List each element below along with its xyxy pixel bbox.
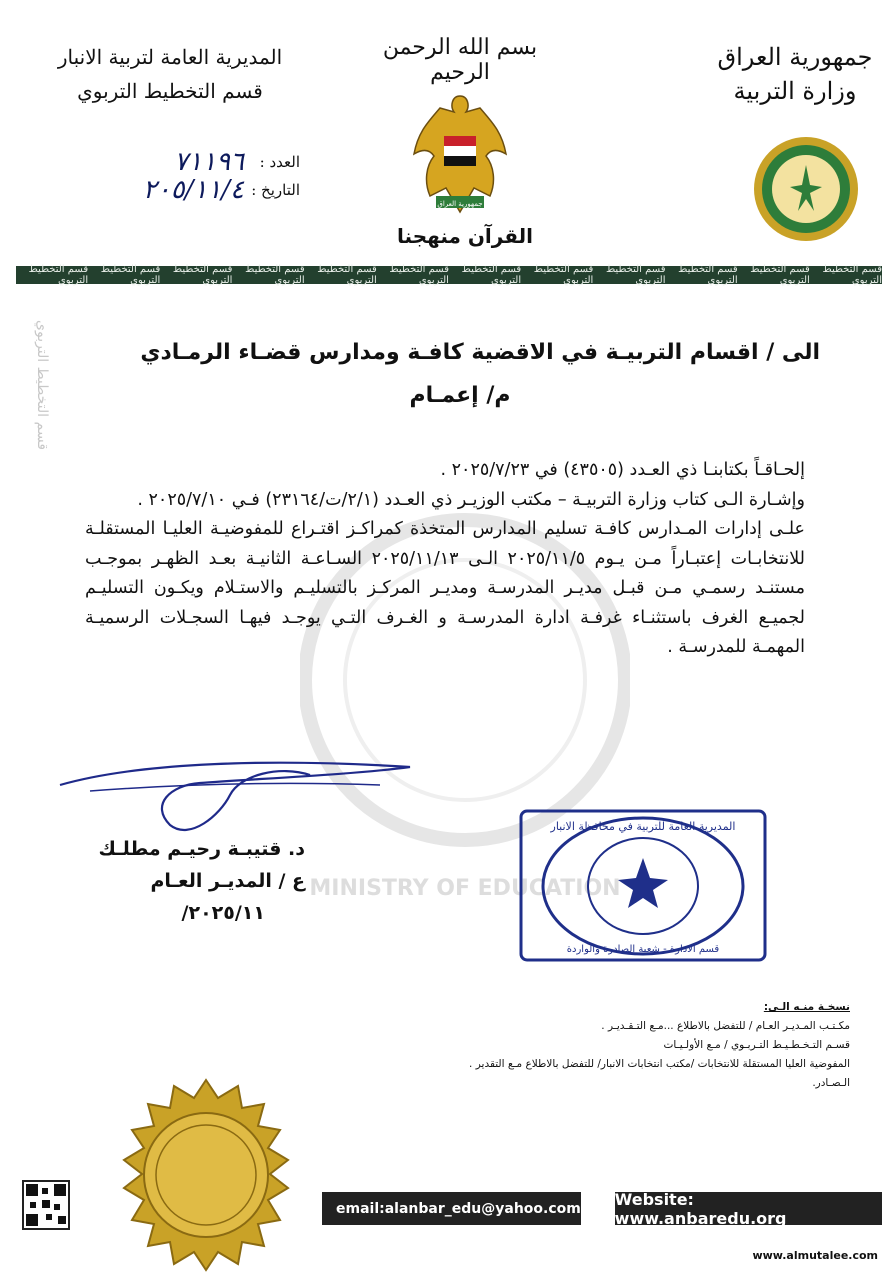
official-stamp-icon — [518, 808, 768, 963]
eagle-emblem-icon — [410, 92, 510, 222]
header-left — [40, 40, 300, 108]
footer-website[interactable]: Website: www.anbaredu.org — [614, 1189, 787, 1228]
gold-seal-icon — [108, 1078, 304, 1274]
addressee-line: الى / اقسام التربيـة في الاقضية كافـة ومدارس قضـاء الرمـادي — [140, 340, 820, 365]
header-right — [710, 40, 880, 108]
stamp-top-text: المديرية العامة للتربية في محافظة الانبار — [550, 820, 736, 833]
footer-bar — [322, 1189, 882, 1228]
signatory-title: ع / المديـر العـام — [150, 870, 305, 892]
motto: القرآن منهجنا — [397, 224, 533, 248]
handwritten-signature — [50, 745, 430, 845]
site-credit[interactable]: www.almutalee.com — [752, 1249, 878, 1262]
side-watermark: قسم التخطيط التربوي — [34, 320, 50, 451]
watermark-text: MINISTRY OF EDUCATION — [309, 876, 621, 901]
header-band: قسم التخطيط التربوي قسم التخطيط التربوي قسم التخطيط التربوي قسم التخطيط التربوي قسم التخطيط التربوي قسم التخطيط التربوي قسم التخطيط التربوي قسم التخطيط التربوي قسم التخطيط التربوي قسم التخطيط التربوي قسم التخطيط التربوي قسم التخطيط التربوي — [16, 266, 882, 284]
copy-item: الـصـادر. — [812, 1077, 850, 1089]
copy-item: المفوضية العليا المستقلة للانتخابات /مكتب انتخابات الانبار/ للتفضل بالاطلاع مـع التقدير . — [469, 1058, 850, 1070]
qr-code-icon — [22, 1180, 70, 1230]
basmala: بسم الله الرحمن الرحيم — [382, 35, 538, 85]
date-value: ٢٠٥/١١/٤ — [142, 175, 244, 205]
country-name: جمهورية العراق — [717, 43, 873, 71]
department-name: قسم التخطيط التربوي — [77, 79, 263, 103]
signature-block — [75, 833, 305, 929]
number-value: ٧١١٩٦ — [174, 147, 244, 177]
copy-item: مكـتـب المـديـر العـام / للتفضل بالاطلاع ...مـع التـقـديـر . — [601, 1020, 850, 1032]
letter-body — [85, 456, 805, 663]
footer-email[interactable]: email:alanbar_edu@yahoo.com — [336, 1200, 581, 1217]
ministry-seal-icon — [752, 135, 860, 243]
copies-list — [330, 998, 850, 1093]
ministry-name: وزارة التربية — [733, 77, 857, 105]
reference-block — [60, 148, 300, 204]
subject-line: م/ إعمـام — [409, 383, 511, 408]
signature-date: ٢٠٢٥/١١/ — [181, 902, 265, 924]
stamp-bottom-text: قسم الادارة - شعبة الصادرة والواردة — [566, 944, 720, 955]
signatory-name: د. قتيبـة رحيـم مطلـك — [98, 838, 305, 860]
copy-item: قسـم التـخـطـيـط التـربـوي / مـع الأولـيـات — [663, 1039, 850, 1051]
number-label: العدد : — [259, 153, 300, 171]
body-paragraph-2: وإشـارة الـى كتاب وزارة التربيـة – مكتب الوزيـر ذي العـدد (٢/١/ت/٢٣١٦٤) فـي ٢٠٢٥/٧/١٠ . — [137, 489, 805, 510]
emblem-banner-text: جمهورية العراق — [437, 200, 483, 208]
body-paragraph-3: علـى إدارات المـدارس كافـة تسليم المدارس المتخذة كمراكـز اقتـراع للمفوضيـة العليـا المستقلـة للانتخابـات إعتبـاراً مـن يـوم ٢٠٢٥/١١/٥ الـى ٢٠٢٥/١١/١٣ السـاعـة الثانيـة بعـد الظهـر بموجـب مستنـد رسمـي مـن قبـل مديـر المدرسـة ومديـر المركـز بالتسليـم والاستـلام ويكـون التسليـم لجميـع الغرف باستثنـاء غرفـة ادارة المدرسـة و الغـرف التـي يوجـد فيهـا السجـلات الرسميـة المهمـة للمدرسـة . — [85, 519, 805, 657]
directorate-name: المديرية العامة لتربية الانبار — [57, 45, 283, 69]
body-paragraph-1: إلحـاقـاً بكتابنـا ذي العـدد (٤٣٥٠٥) في ٢٠٢٥/٧/٢٣ . — [440, 460, 805, 480]
date-label: التاريخ : — [251, 181, 300, 199]
copies-title: نسخـة منـه الـى: — [763, 1001, 850, 1013]
